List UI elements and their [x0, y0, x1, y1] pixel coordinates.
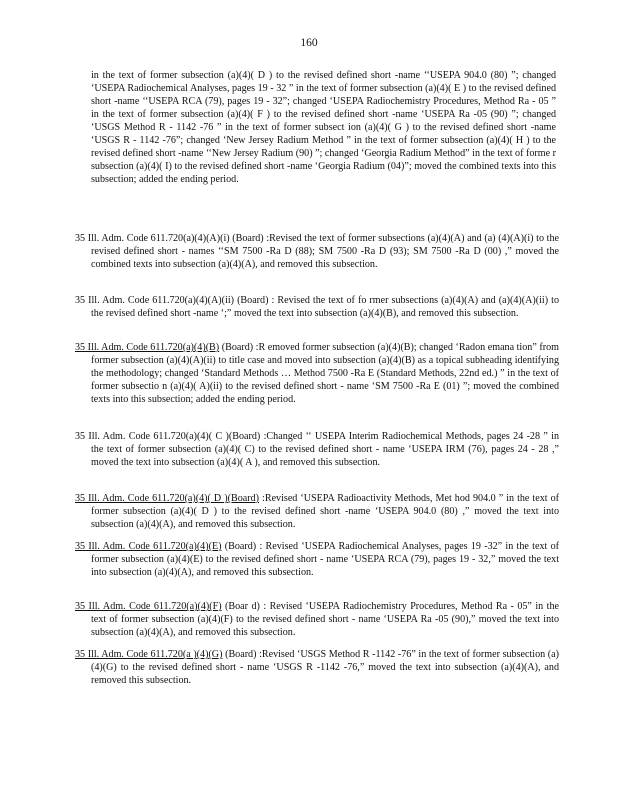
entry-text: :Changed ‘‘ USEPA Interim Radiochemical Methods, pages 24 -28 ” in the text of former subsection (a)(4)( C) to the revised defined short - name ‘USEPA IRM (76), pages 24 - 28 ,” moved the text into subsection (a)(4)( A ), and removed this subsection.	[91, 431, 560, 468]
entry-611-720-a-4-B	[75, 342, 559, 407]
entry-611-720-a-4-E	[75, 541, 559, 580]
entry-611-720-a-4-F	[75, 601, 559, 640]
entry-citation: 35 Ill. Adm. Code 611.720(a)(4)(A)(i)	[75, 233, 230, 244]
entry-text: (Board) : Revised the text of fo rmer subsections (a)(4)(A) and (a)(4)(A)(ii) to the revised defined short -name ‘;” moved the text into subsection (a)(4)(B), and removed this subsection.	[91, 295, 559, 319]
entry-611-720-a-4-G	[75, 649, 559, 688]
entry-citation: 35 Ill. Adm. Code 611.720(a)(4)(F)	[75, 601, 222, 612]
entry-611-720-a-4-D	[75, 493, 559, 532]
entry-citation: 35 Ill. Adm. Code 611.720(a)(4)(A)(ii)	[75, 295, 234, 306]
entry-text: in the text of former subsection (a)(4)( D ) to the revised defined short -name ‘‘USEPA 904.0 (80) ”; changed ‘USEPA Radiochemical Analyses, pages 19 - 32 ” in the text of former subsection (a)(4)( E ) to the revised defined short -name ‘‘USEPA RCA (79), pages 19 - 32”; changed ‘USEPA Radiochemistry Procedures, Method Ra - 05 ” in the text of former subsection (a)(4)( F ) to the revised defined short -name ‘USEPA Ra -05 (90) ”; changed ‘USGS Method R - 1142 -76 ” in the text of former subsect ion (a)(4)( G ) to the revised defined short -name ‘USGS R - 1142 -76”; changed ‘New Jersey Radium Method ” in the text of former subsection (a)(4)( H ) to the revised defined short -name ‘‘New Jersey Radium (90) ”; changed ‘Georgia Radium Method” in the text of forme r subsection (a)(4)( I) to the revised defined short -name ‘Georgia Radium (04)”; moved the combined texts into this subsection; added the ending period.	[91, 70, 556, 185]
entry-611-720-a-4-A-i	[75, 233, 559, 272]
entry-citation: 35 Ill. Adm. Code 611.720(a)(4)(E)	[75, 541, 222, 552]
entry-text: (Board) :Revised the text of former subsections (a)(4)(A) and (a) (4)(A)(i) to the revised defined short - names ‘‘SM 7500 -Ra D (88); SM 7500 -Ra D (93); SM 7500 -Ra D (00) ,” moved the combined texts into subsection (a)(4)(A), and removed this subsection.	[91, 233, 559, 270]
entry-text: :Revised ‘USEPA Radioactivity Methods, Met hod 904.0 ” in the text of former subsection (a)(4)( D ) to the revised defined short -name ‘USEPA 904.0 (80) ,” moved the text into subsection (a)(4)(A), and removed this subsection.	[91, 493, 560, 530]
entry-citation: 35 Ill. Adm. Code 611.720(a)(4)( D )(Board)	[75, 493, 259, 504]
entry-citation: 35 Ill. Adm. Code 611.720(a )(4)(G)	[75, 649, 223, 660]
page-number: 160	[300, 37, 318, 49]
entry-citation: 35 Ill. Adm. Code 611.720(a)(4)(B)	[75, 342, 220, 353]
entry-text: (Board) :R emoved former subsection (a)(4)(B); changed ‘Radon emana tion” from former subsection (a)(4)(A)(ii) to title case and moved into subsection (a)(4)(B) as a topical subheading identifying the methodology; changed ‘Standard Methods … Method 7500 -Ra E (Standard Methods, 22nd ed.) ” in the text of former subsectio n (a)(4)( A)(ii) to the revised defined short - name ‘SM 7500 -Ra E (01) ”; moved the combined texts into this subsection; added the ending period.	[91, 342, 559, 405]
entry-citation: 35 Ill. Adm. Code 611.720(a)(4)( C )(Board)	[75, 431, 261, 442]
entry-continuation	[75, 70, 556, 187]
entry-611-720-a-4-A-ii	[75, 295, 559, 321]
entry-611-720-a-4-C	[75, 431, 559, 470]
entry-text: (Board) :Revised ‘USGS Method R -1142 -76” in the text of former subsection (a)(4)(G) to the revised defined short - name ‘USGS R -1142 -76,” moved the text into subsection (a)(4)(A), and removed this subsection.	[91, 649, 559, 686]
entry-text: (Boar d) : Revised ‘USEPA Radiochemistry Procedures, Method Ra - 05” in the text of former subsection (a)(4)(F) to the revised defined short - name ‘USEPA Ra -05 (90),” moved the text into subsection (a)(4)(A), and removed this subsection.	[91, 601, 559, 638]
entry-text: (Board) : Revised ‘USEPA Radiochemical Analyses, pages 19 -32” in the text of former subsection (a)(4)(E) to the revised defined short - name ‘USEPA RCA (79), pages 19 - 32,” moved the text into subsection (a)(4)(A), and removed this subsection.	[91, 541, 560, 578]
